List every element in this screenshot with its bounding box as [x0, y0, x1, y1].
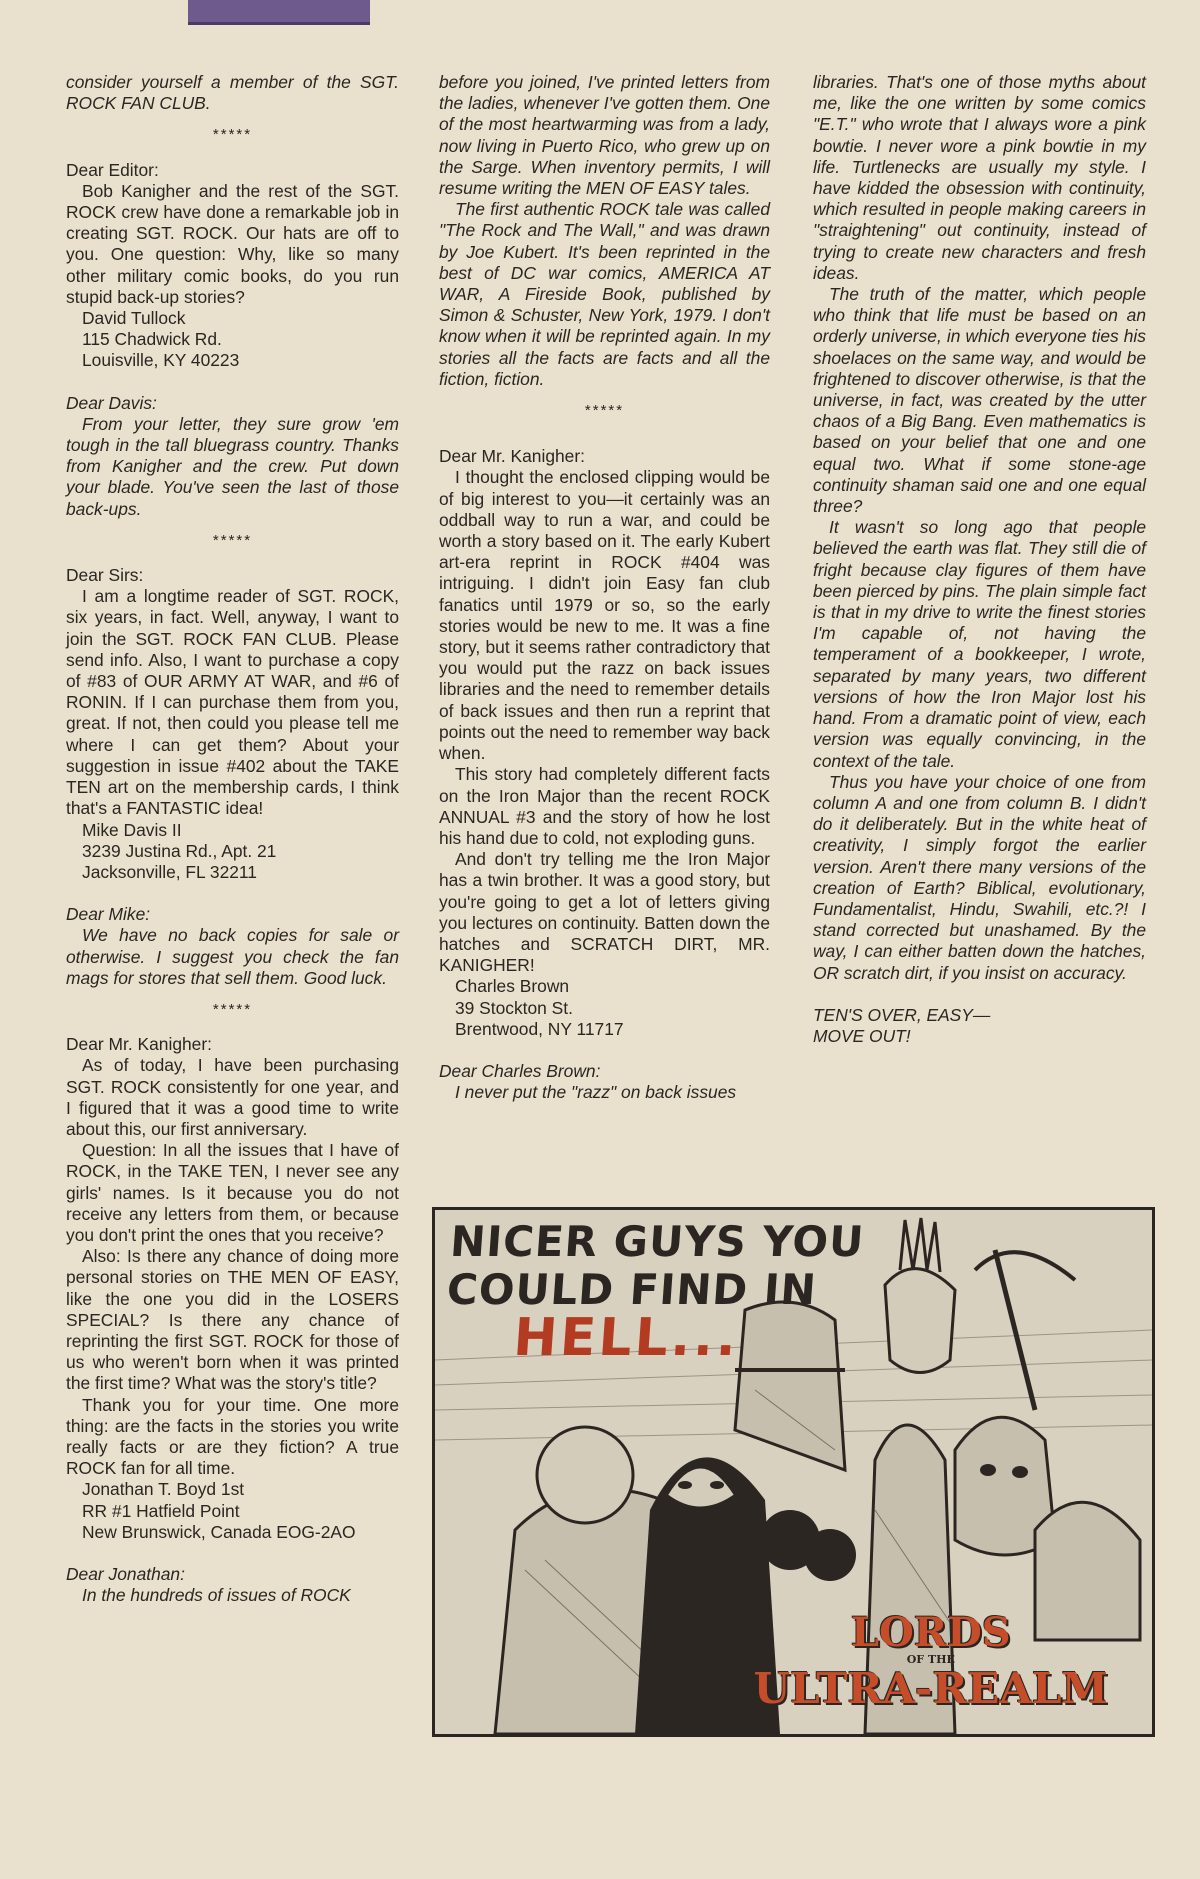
- logo-line: OF THE: [906, 1653, 955, 1666]
- ad-headline-line: NICER GUYS YOU: [448, 1217, 866, 1266]
- letter-signature-name: Jonathan T. Boyd 1st: [82, 1479, 245, 1500]
- reply-body: In the hundreds of issues of ROCK: [82, 1585, 351, 1606]
- reply-closing-text: consider yourself a member of the SGT. ROCK FAN CLUB.: [66, 72, 399, 114]
- reply-salutation: Dear Davis:: [66, 392, 157, 413]
- reply-body: libraries. That's one of those myths about me, like the one written by some comics "E.T." who wrote that I always wore a pink bowtie. I never wore a pink bowtie in my life. Turtlenecks are usually my style. I have kidded the obsession with continuity, which resulted in people making careers in "straightening" out continuity, instead of trying to create new characters and fresh ideas.: [813, 72, 1146, 283]
- ad-headline-line: COULD FIND IN: [445, 1265, 819, 1314]
- signoff-line: MOVE OUT!: [813, 1025, 911, 1046]
- reply-salutation: Dear Mike:: [66, 904, 151, 925]
- logo-line: LORDS: [850, 1609, 1011, 1656]
- reply-body: I never put the "razz" on back issues: [455, 1082, 737, 1103]
- lords-ultra-realm-logo: [753, 1609, 1108, 1713]
- letter-signature-street: 39 Stockton St.: [455, 997, 573, 1018]
- ad-headline-hell: HELL...: [511, 1308, 742, 1368]
- letter-salutation: Dear Editor:: [66, 159, 159, 180]
- letter-signature-street: 3239 Justina Rd., Apt. 21: [82, 840, 277, 861]
- ad-headline: [442, 1217, 866, 1368]
- reply-salutation: Dear Jonathan:: [66, 1564, 185, 1584]
- letter-body: I am a longtime reader of SGT. ROCK, six years, in fact. Well, anyway, I want to join the SGT. ROCK FAN CLUB. Please send info. Also, I want to purchase a copy of #83 of OUR ARMY AT WAR, and #6 of RONIN. If I can purchase them from you, great. If not, then could you please tell me where I can get them? About your suggestion in issue #402 about the TAKE TEN art on the membership cards, I think that's a FANTASTIC idea!: [66, 586, 399, 819]
- letters-column-1: [66, 72, 399, 1606]
- letters-column-2: [439, 72, 770, 1103]
- separator-stars: *****: [212, 126, 253, 144]
- letter-signature-name: Mike Davis II: [82, 819, 182, 840]
- separator-stars: *****: [584, 402, 625, 420]
- ad-panel: [432, 1207, 1155, 1737]
- letter-salutation: Dear Mr. Kanigher:: [66, 1034, 212, 1055]
- header-color-tab: [188, 0, 370, 25]
- reply-body: From your letter, they sure grow 'em tough in the tall bluegrass country. Thanks from Kanigher and the crew. Put down your blade. You've seen the last of those back-ups.: [66, 413, 399, 519]
- letter-body: I thought the enclosed clipping would be of big interest to you—it certainly was an oddball way to run a war, and could be worth a story based on it. The early Kubert art-era reprint in ROCK #404 was intriguing. I didn't join Easy fan club fanatics until 1979 or so, so the early stories would be new to me. It was a fine story, but it seems rather contradictory that you would put the razz on back issues libraries and the need to remember details of back issues and then run a reprint that points out the need to remember way back when.: [439, 467, 770, 764]
- separator-stars: *****: [212, 1000, 253, 1018]
- separator-stars: *****: [212, 531, 253, 549]
- logo-line: ULTRA-REALM: [753, 1664, 1108, 1713]
- letter-body: Also: Is there any chance of doing more personal stories on THE MEN OF EASY, like the one you did in the LOSERS SPECIAL? Is there any chance of reprinting the first SGT. ROCK for those of us who weren't born when it was printed the first time? What was the story's title?: [66, 1246, 399, 1394]
- reply-body: It wasn't so long ago that people believed the earth was flat. They still die of fright because clay figures of them have been pierced by pins. The plain simple fact is that in my drive to write the finest stories I'm capable of, not having the temperament of a bookkeeper, I wrote, separated by many years, two different versions of how the Iron Major lost his hand. From a dramatic point of view, each version was equally convincing, in the context of the tale.: [813, 517, 1146, 771]
- letters-column-3: [813, 72, 1146, 1047]
- letter-signature-city: Louisville, KY 40223: [82, 350, 240, 371]
- letter-signature-name: David Tullock: [82, 308, 186, 329]
- letter-signature-city: New Brunswick, Canada EOG-2AO: [82, 1521, 356, 1542]
- letter-signature-city: Jacksonville, FL 32211: [82, 861, 257, 882]
- reply-body: We have no back copies for sale or otherwise. I suggest you check the fan mags for stores that sell them. Good luck.: [66, 925, 399, 988]
- letter-signature-street: 115 Chadwick Rd.: [82, 329, 222, 350]
- reply-body: Thus you have your choice of one from column A and one from column B. I didn't do it deliberately. But in the white heat of creativity, I simply forgot the earlier version. Aren't there many versions of the creation of Earth? Biblical, evolutionary, Fundamentalist, Hindu, Swahili, etc.?! I stand corrected but unashamed. By the way, I can either batten down the hatches, OR scratch dirt, if you insist on accuracy.: [813, 771, 1146, 983]
- signoff-line: TEN'S OVER, EASY—: [813, 1004, 991, 1025]
- letter-signature-city: Brentwood, NY 11717: [455, 1018, 624, 1039]
- reply-body: The first authentic ROCK tale was called "The Rock and The Wall," and was drawn by Joe Kubert. It's been reprinted in the best of DC war comics, AMERICA AT WAR, A Fireside Book, published by Simon & Schuster, New York, 1979. I don't know when it will be reprinted again. In my stories all the facts are facts and all the fiction, fiction.: [439, 199, 770, 389]
- reply-body: before you joined, I've printed letters from the ladies, whenever I've gotten them. One of the most heartwarming was from a lady, now living in Puerto Rico, who grew up on the Sarge. When inventory permits, I will resume writing the MEN OF EASY tales.: [439, 72, 770, 199]
- letter-body: Bob Kanigher and the rest of the SGT. ROCK crew have done a remarkable job in creating SGT. ROCK. Our hats are off to you. One question: Why, like so many other military comic books, do you run stupid back-up stories?: [66, 180, 399, 307]
- letter-body: As of today, I have been purchasing SGT. ROCK consistently for one year, and I figured that it was a good time to write about this, our first anniversary.: [66, 1055, 399, 1139]
- reply-salutation: Dear Charles Brown:: [439, 1060, 601, 1081]
- letter-body: Question: In all the issues that I have of ROCK, in the TAKE TEN, I never see any girls' names. Is it because you do not receive any letters from them, or because you don't print the ones that you receive?: [66, 1140, 399, 1245]
- letter-signature-street: RR #1 Hatfield Point: [82, 1500, 240, 1521]
- reply-body: The truth of the matter, which people who think that life must be based on an orderly universe, in which everyone ties his shoelaces on the same way, and would be frightened to discover otherwise, is that the universe, in fact, was created by the utter chaos of a Big Bang. Even mathematics is based on your belief that one and one equal two. What if some stone-age continuity shaman said one and one equal three?: [813, 284, 1146, 517]
- letter-signature-name: Charles Brown: [455, 976, 570, 997]
- letter-body: This story had completely different facts on the Iron Major than the recent ROCK ANNUAL #3 and the story of how he lost his hand due to cold, not exploding guns.: [439, 764, 770, 848]
- letter-salutation: Dear Mr. Kanigher:: [439, 446, 585, 467]
- letter-body: And don't try telling me the Iron Major has a twin brother. It was a good story, but you're going to get a lot of letters giving you lectures on continuity. Batten down the hatches and SCRATCH DIRT, MR. KANIGHER!: [439, 849, 770, 976]
- letter-salutation: Dear Sirs:: [66, 565, 144, 586]
- letter-body: Thank you for your time. One more thing: are the facts in the stories you write really facts or are they fiction? A true ROCK fan for all time.: [66, 1394, 399, 1479]
